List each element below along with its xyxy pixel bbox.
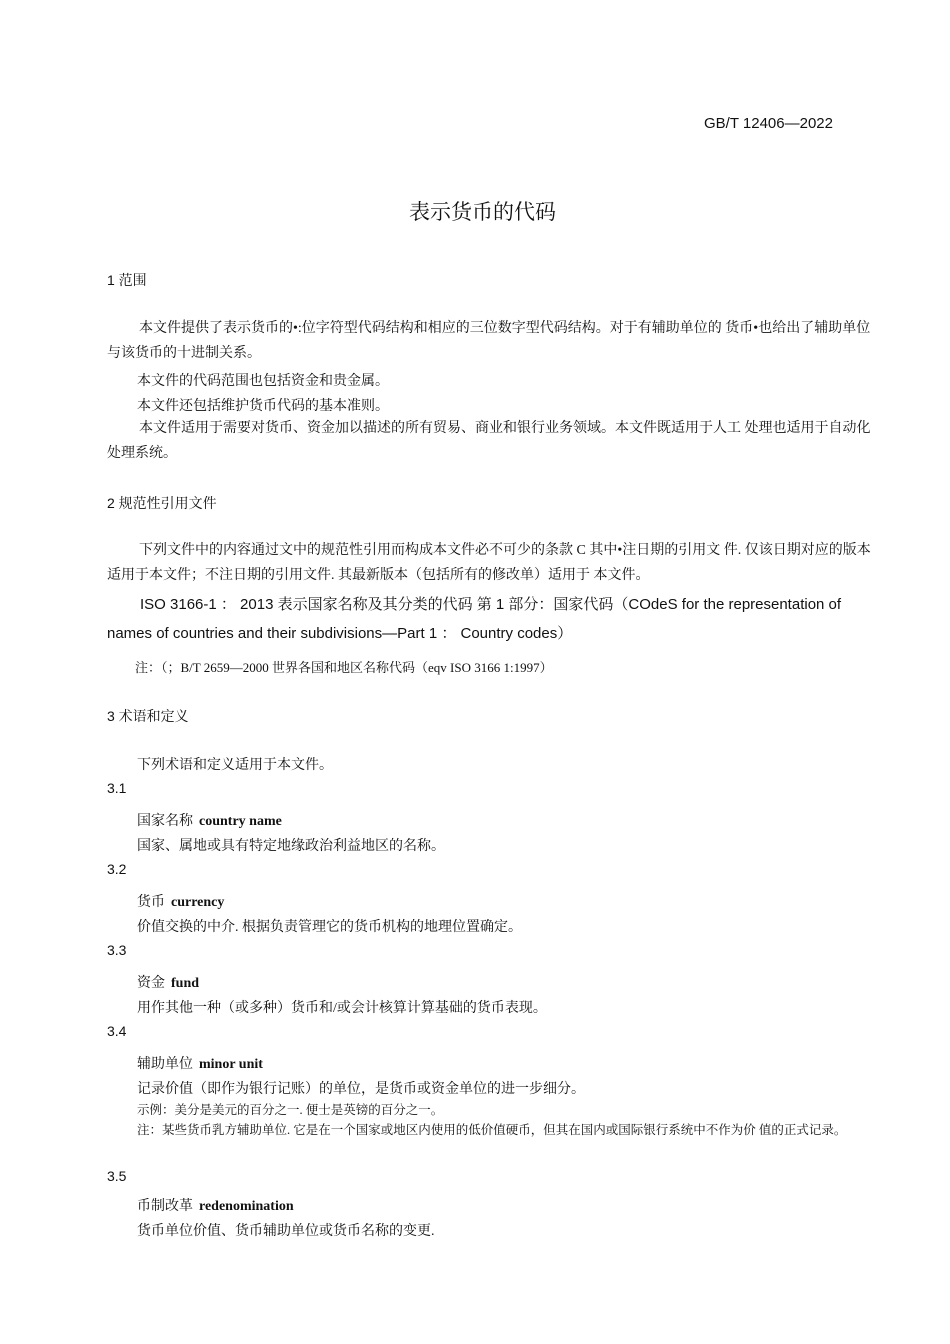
term-definition: 记录价值（即作为银行记账）的单位，是货币或资金单位的进一步细分。 <box>137 1082 585 1097</box>
term-number: 3.1 <box>107 780 127 796</box>
term-note: 注：某些货币乳方辅助单位. 它是在一个国家或地区内使用的低价值硬币，但其在国内或国际银行系统中不作为价 值的正式记录。 <box>137 1123 847 1137</box>
term-title: 辅助单位 minor unit <box>137 1057 263 1072</box>
section-1-paragraph-2: 本文件的代码范围也包括资金和贵金属。 <box>137 374 389 389</box>
section-1-paragraph-3: 本文件还包括维护货币代码的基本准则。 <box>137 399 389 414</box>
section-1-paragraph-4: 本文件适用于需要对货币、资金加以描述的所有贸易、商业和银行业务领域。本文件既适用于人工 处理也适用于自动化处理系统。 <box>107 421 871 461</box>
section-2-paragraph-1: 下列文件中的内容通过文中的规范性引用而构成本文件必不可少的条款 C 其中•注日期的引用文 件. 仅该日期对应的版本适用于本文件；不注日期的引用文件. 其最新版本（包括所有的修改单）适用于 本文件。 <box>107 543 871 583</box>
section-1-paragraph-1: 本文件提供了表示货币的•:位字符型代码结构和相应的三位数字型代码结构。对于有辅助单位的 货币•也给出了辅助单位与该货币的十进制关系。 <box>107 321 871 361</box>
term-number: 3.2 <box>107 861 127 877</box>
term-definition: 价值交换的中介. 根据负责管理它的货币机构的地理位置确定。 <box>137 920 522 935</box>
standard-number: GB/T 12406—2022 <box>704 115 833 132</box>
term-number: 3.4 <box>107 1023 127 1039</box>
document-title: 表示货币的代码 <box>409 201 556 224</box>
section-3-heading: 3 术语和定义 <box>107 708 189 724</box>
term-definition: 用作其他一种（或多种）货币和/或会计核算计算基础的货币表现。 <box>137 1001 547 1016</box>
section-2-heading: 2 规范性引用文件 <box>107 495 217 511</box>
term-title: 国家名称 country name <box>137 814 282 829</box>
term-title: 货币 currency <box>137 895 225 910</box>
term-number: 3.5 <box>107 1168 127 1184</box>
section-2-note: 注：（；B/T 2659—2000 世界各国和地区名称代码（eqv ISO 3166 1:1997） <box>135 660 553 675</box>
term-definition: 货币单位价值、货币辅助单位或货币名称的变更. <box>137 1224 435 1239</box>
term-title: 资金 fund <box>137 976 200 991</box>
term-title: 币制改革 redenomination <box>137 1199 294 1214</box>
iso-reference: ISO 3166-1 ： 2013 表示国家名称及其分类的代码 第 1 部分：国家代码（COdeS for the representation of names of countries and their subdivisions—Part 1 ： Country codes） <box>107 596 842 642</box>
section-3-intro: 下列术语和定义适用于本文件。 <box>137 758 333 773</box>
term-example: 示例：美分是美元的百分之一. 便士是英镑的百分之一。 <box>137 1103 444 1117</box>
section-1-heading: 1 范围 <box>107 272 147 288</box>
term-number: 3.3 <box>107 942 127 958</box>
term-definition: 国家、属地或具有特定地缘政治利益地区的名称。 <box>137 839 445 854</box>
